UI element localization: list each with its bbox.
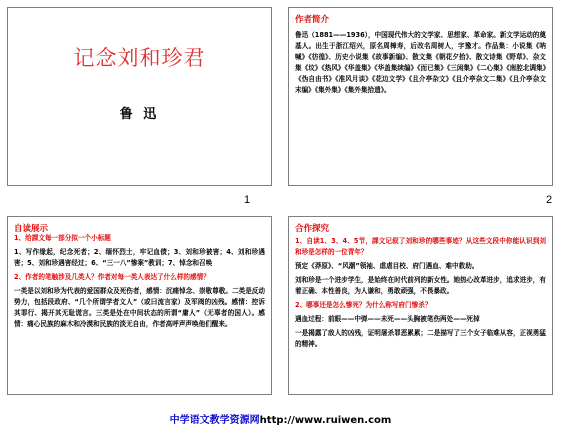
slide-4 bbox=[288, 216, 553, 395]
page-number-1: 1 bbox=[244, 194, 251, 206]
slide-title: 记念刘和珍君 bbox=[73, 46, 206, 70]
slide-author: 鲁 迅 bbox=[119, 107, 160, 122]
footer bbox=[0, 411, 561, 426]
section-heading: 自读展示 bbox=[14, 224, 49, 234]
question-1: 1、给課文每一部分拟一个小标题 bbox=[14, 234, 111, 242]
answer-1: 1、写作缘起，纪念死者；2、缅怀烈士，牢记血债；3、刘和珍被害；4、刘和珍遇害；5、刘和珍遇害经过；6、“三一八”惨案”教训；7、悼念和召唤 bbox=[14, 248, 265, 267]
section-heading: 作者简介 bbox=[295, 15, 330, 25]
footer-url-link[interactable]: http://www.ruiwen.com bbox=[259, 415, 392, 426]
answer-2: 遇血过程：前眼——中弹——未死——头胸被笔伤两处——死掉 bbox=[295, 315, 480, 323]
answer-2-detail: 一是揭露了敌人的凶残，证明屠杀罪恶累累；二是描写了三个女子临难从容，正视勇猛的精神。 bbox=[295, 329, 546, 348]
question-2: 2、作者的笔触涉及几类人？作者对每一类人表达了什么样的感情？ bbox=[14, 273, 210, 281]
section-heading: 合作探究 bbox=[295, 224, 330, 234]
page-number-2: 2 bbox=[546, 194, 553, 206]
slide-2 bbox=[288, 7, 553, 186]
footer-site-name: 中学语文教学资源网 bbox=[169, 415, 260, 426]
question-2: 2、哪事还是怎么惨死？为什么称写府门惨杀？ bbox=[295, 301, 432, 309]
slide-1 bbox=[7, 7, 272, 186]
answer-2: 一类是以刘和珍为代表的爱国群众及死伤者，感情：沉痛悼念、崇敬尊敬。二类是反动势力，包括段政府、“几个所谓学者文人”（或曰流言家）及军阀的凶残。感情：控诉其罪行、揭开其无耻谎言。三类是处在中间状态的所谓“庸人”（无辜者的国人）。感情：痛心民族的麻木和冷漠和民族的淡无自由，作者高呼声声唤他们醒来。 bbox=[14, 287, 265, 328]
answer-1-detail: 刘和珍是一个进步学生，是始终在时代前列的新女性。她热心改革进步，追求进步，有着正确、本性善良，为人谦和，勇敢顽强，不畏暴政。 bbox=[295, 276, 546, 295]
author-bio: 鲁迅（1881——1936），中国现代伟大的文学家、思想家、革命家。新文学运动的奠基人。出生于浙江绍兴，原名周樟寿，后改名周树人，字豫才。作品集：小说集《呐喊》《彷徨》、历史小说集《故事新编》、散文集《朝花夕拾》、散文诗集《野草》、杂文集《坟》《热风》《华盖集》《华盖集续编》《而已集》《三闲集》《二心集》《南腔北调集》《伪自由书》《准风月谈》《花边文学》《且介亭杂文》《且介亭杂文二集》《且介亭杂文末编》《集外集》《集外集拾遗》。 bbox=[295, 31, 546, 94]
answer-1: 预定《莽原》、“风潮”领袖、虐虐目校、府门遇血、难中救助。 bbox=[295, 262, 479, 270]
question-1: 1、自读1、3、4、5节，課文记叙了刘和珍的哪些事迹？从这些文段中你能认识到刘和珍是怎样的一位青年？ bbox=[295, 237, 546, 256]
slide-3 bbox=[7, 216, 272, 395]
